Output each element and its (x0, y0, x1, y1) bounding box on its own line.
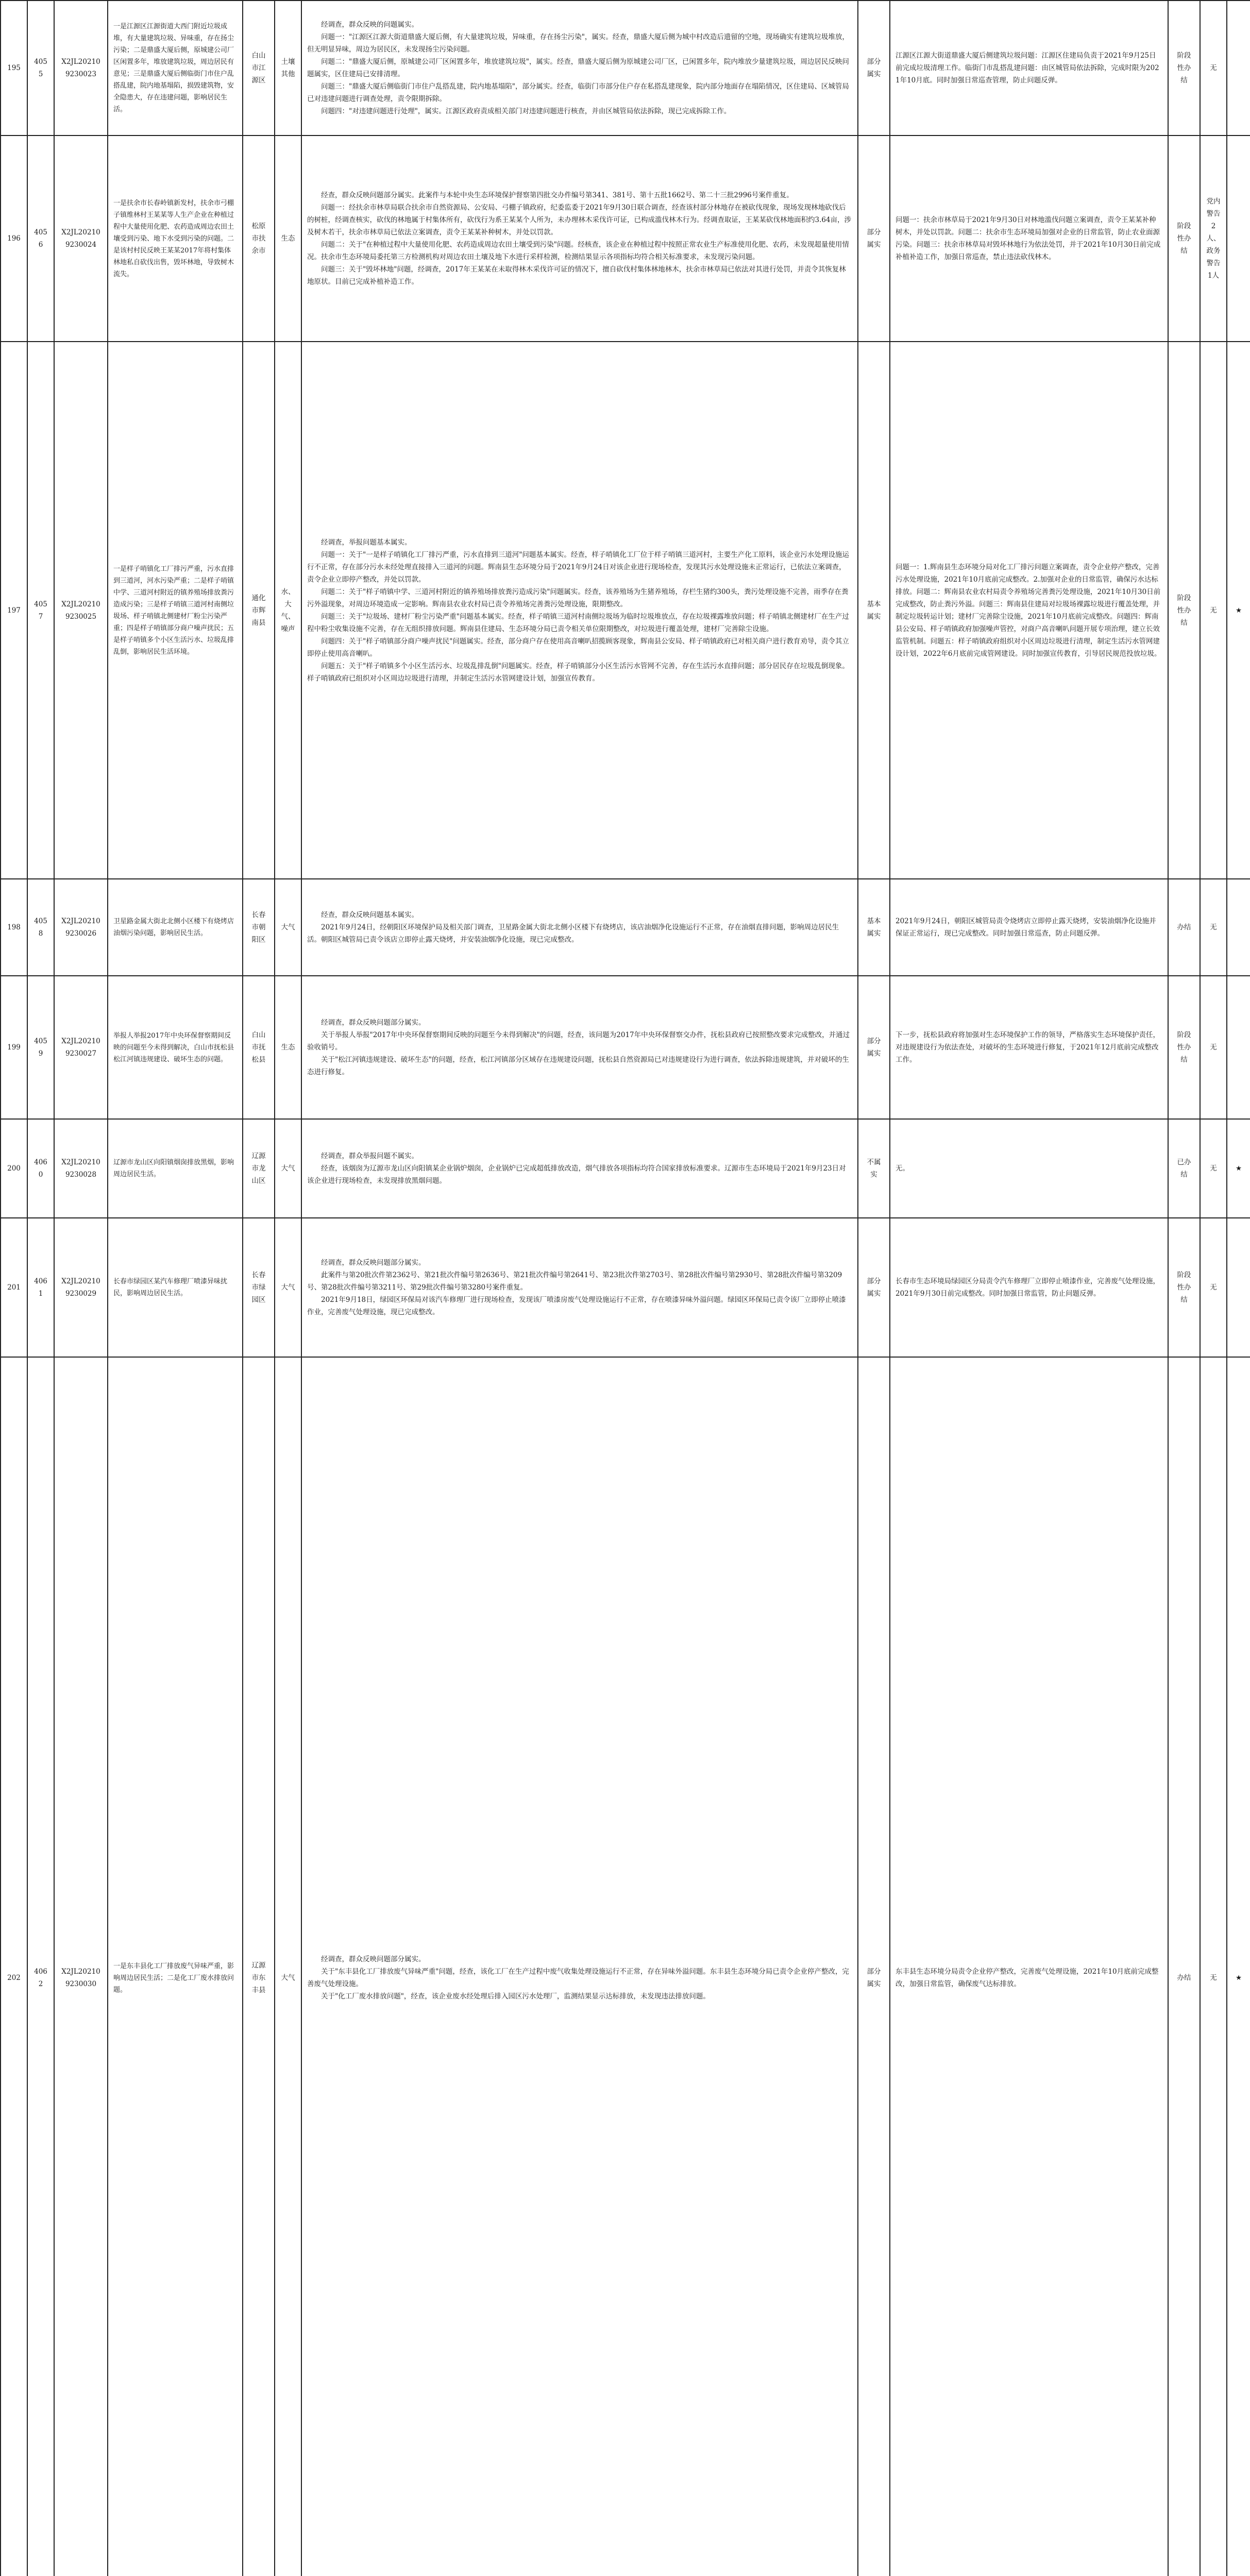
row-id: 4058 (27, 879, 54, 976)
accountability: 无 (1200, 1218, 1227, 1357)
result-paragraph: 问题二：关于"在种植过程中大量使用化肥、农药造成周边农田土壤受到污染"问题。经核查，该企业在种植过程中按照正常农业生产标准使用化肥、农药，未发现超量使用情况。扶余市生态环境局委托第三方检测机构对周边农田土壤及地下水进行采样检测，检测结果显示各项指标均符合相关标准要求，未发现污染问题。 (307, 241, 849, 261)
investigation-result (301, 1, 858, 135)
completion-status: 办结 (1168, 879, 1200, 976)
verification-status: 部分属实 (858, 1357, 890, 2576)
accountability: 无 (1200, 976, 1227, 1119)
rectification-measures: 无。 (890, 1119, 1168, 1218)
pollution-type: 大气 (275, 1357, 301, 2576)
result-paragraph: 经查，群众反映问题基本属实。 (321, 911, 418, 919)
result-paragraph: 问题四："对违建问题进行处理"，属实。江源区政府责成相关部门对违建问题进行核查，并由区城管局依法拆除，现已完成拆除工作。 (321, 107, 731, 115)
result-paragraph: 此案件与第20批次件第2362号、第21批次件编号第2636号、第21批次件编号第2641号、第23批次件第2703号、第28批次件编号第2930号、第28批次件编号第3209号、第28批次件编号第3211号、第29批次件编号第3280号案件重复。 (307, 1271, 842, 1292)
accountability: 无 (1200, 879, 1227, 976)
complaint-summary: 一是扶余市长春岭镇新发村，扶余市弓棚子镇维林村王某某等人生产企业在种植过程中大量使用化肥、农药造成周边农田土壤受到污染、地下水受到污染的问题。二是该村村民反映王某某2017年将村集体林地私自砍伐出售，毁坏林地，导致树木流失。 (108, 135, 243, 342)
region: 通化市辉南县 (243, 342, 275, 879)
complaint-summary: 卫星路金属大街北北侧小区楼下有烧烤店油烟污染问题，影响居民生活。 (108, 879, 243, 976)
rectification-measures: 问题一：扶余市林草局于2021年9月30日对林地滥伐问题立案调查，责令王某某补种树木，并处以罚款。问题二：扶余市生态环境局加强对企业的日常监管，防止农业面源污染。问题三：扶余市林草局对毁坏林地行为依法处罚，并于2021年10月30日前完成补植补造工作，加强日常巡查，禁止违法砍伐林木。 (890, 135, 1168, 342)
completion-status: 阶段性办结 (1168, 976, 1200, 1119)
row-number: 202 (1, 1357, 27, 2576)
investigation-result (301, 135, 858, 342)
result-paragraph: 经调查，群众反映问题部分属实。 (321, 1019, 426, 1027)
pollution-type: 大气 (275, 1119, 301, 1218)
result-paragraph: 经调查，群众反映问题部分属实。 (321, 1259, 426, 1267)
case-code: X2JL202109230028 (54, 1119, 108, 1218)
star-flag: ★ (1227, 1119, 1250, 1218)
region: 长春市朝阳区 (243, 879, 275, 976)
verification-status: 部分属实 (858, 1, 890, 135)
result-paragraph: 问题二：关于"样子哨镇中学、三道河村附近的镇养殖场排放粪污造成污染"问题属实。经查，该养殖场为生猪养殖场，存栏生猪约300头，粪污处理设施不完善，雨季存在粪污外溢现象，对周边环境造成一定影响。辉南县农业农村局已责令养殖场完善粪污处理设施，限期整改。 (307, 587, 849, 608)
table-row (1, 1, 1250, 135)
rectification-measures: 下一步，抚松县政府将加强对生态环境保护工作的领导，严格落实生态环境保护责任，对违规建设行为依法查处，对破坏的生态环境进行修复，于2021年12月底前完成整改工作。 (890, 976, 1168, 1119)
row-id: 4062 (27, 1357, 54, 2576)
case-code: X2JL202109230026 (54, 879, 108, 976)
row-number: 200 (1, 1119, 27, 1218)
accountability: 无 (1200, 1119, 1227, 1218)
row-id: 4061 (27, 1218, 54, 1357)
rectification-measures: 长春市生态环境局绿园区分局责令汽车修理厂立即停止喷漆作业，完善废气处理设施，2021年9月30日前完成整改。同时加强日常监管，防止问题反弹。 (890, 1218, 1168, 1357)
verification-status: 部分属实 (858, 135, 890, 342)
pollution-type: 生态 (275, 135, 301, 342)
star-flag: ★ (1227, 1357, 1250, 2576)
completion-status: 阶段性办结 (1168, 1218, 1200, 1357)
accountability: 无 (1200, 1357, 1227, 2576)
star-flag (1227, 1, 1250, 135)
row-number: 196 (1, 135, 27, 342)
row-number: 195 (1, 1, 27, 135)
row-id: 4057 (27, 342, 54, 879)
case-code: X2JL202109230025 (54, 342, 108, 879)
result-paragraph: 问题一："江源区江源大街道鼎盛大厦后侧，有大量建筑垃圾，异味重，存在扬尘污染"，属实。经查，鼎盛大厦后侧为城中村改造后遗留的空地，现场确实有建筑垃圾堆放，但无明显异味，周边为居民区，未发现扬尘污染问题。 (307, 33, 849, 54)
result-paragraph: 问题三：关于"毁坏林地"问题，经调查，2017年王某某在未取得林木采伐许可证的情况下，擅自砍伐村集体林地林木，扶余市林草局已依法对其进行处罚，并责令其恢复林地原状。目前已完成补植补造工作。 (307, 265, 846, 286)
completion-status: 办结 (1168, 1357, 1200, 2576)
result-paragraph: 关于举报人举报"2017年中央环保督察期间反映的问题至今未得到解决"的问题，经查，该问题为2017年中央环保督察交办件，抚松县政府已按照整改要求完成整改，并通过验收销号。 (307, 1031, 850, 1052)
result-paragraph: 关于"化工厂废水排放问题"，经查，该企业废水经处理后排入园区污水处理厂，监测结果显示达标排放，未发现违法排放问题。 (321, 1992, 710, 2001)
region: 辽源市东丰县 (243, 1357, 275, 2576)
investigation-result (301, 1357, 858, 2576)
star-flag (1227, 1218, 1250, 1357)
result-paragraph: 问题三：关于"垃圾场、建材厂粉尘污染严重"问题基本属实。经查，样子哨镇三道河村南侧垃圾场为临时垃圾堆放点，存在垃圾裸露堆放问题；样子哨镇北侧建材厂在生产过程中粉尘收集设施不完善，存在无组织排放问题。辉南县住建局、生态环境分局已责令相关单位限期整改，对垃圾进行覆盖处理，建材厂完善除尘设施。 (307, 612, 849, 633)
result-paragraph: 关于"松江河镇违规建设、破坏生态"的问题，经查，松江河镇部分区域存在违规建设问题，抚松县自然资源局已对违规建设行为进行调查，依法拆除违规建筑，并对破坏的生态进行修复。 (307, 1056, 849, 1076)
completion-status: 阶段性办结 (1168, 135, 1200, 342)
completion-status: 阶段性办结 (1168, 1, 1200, 135)
result-paragraph: 经调查，举报问题基本属实。 (321, 538, 412, 547)
pollution-type: 大气 (275, 1218, 301, 1357)
table-row (1, 879, 1250, 976)
investigation-result (301, 1119, 858, 1218)
pollution-type: 大气 (275, 879, 301, 976)
star-flag: ★ (1227, 342, 1250, 879)
complaint-summary: 辽源市龙山区向阳镇烟囱排放黑烟，影响周边居民生活。 (108, 1119, 243, 1218)
pollution-type: 水、大气、噪声 (275, 342, 301, 879)
row-number: 198 (1, 879, 27, 976)
accountability: 无 (1200, 1, 1227, 135)
result-paragraph: 问题一：经扶余市林草局联合扶余市自然资源局、公安局、弓棚子镇政府，纪委监委于2021年9月30日联合调查，经查该村部分林地存在被砍伐现象，现场发现林地砍伐后的树桩，经调查核实，砍伐的林地属于村集体所有，砍伐行为系王某某个人所为，未办理林木采伐许可证，已构成滥伐林木行为。经调查取证，王某某砍伐林地面积约3.64亩，涉及树木若干，扶余市林草局已依法立案调查，责令王某某补种树木，并处以罚款。 (307, 204, 852, 236)
accountability: 党内警告2人、政务警告1人 (1200, 135, 1227, 342)
region: 长春市绿园区 (243, 1218, 275, 1357)
region: 白山市抚松县 (243, 976, 275, 1119)
table-row (1, 1119, 1250, 1218)
rectification-measures: 江源区江源大街道鼎盛大厦后侧建筑垃圾问题：江源区住建局负责于2021年9月25日前完成垃圾清理工作。临街门市乱搭乱建问题：由区城管局依法拆除，完成时限为2021年10月底。同时加强日常巡查管理，防止问题反弹。 (890, 1, 1168, 135)
row-id: 4055 (27, 1, 54, 135)
verification-status: 基本属实 (858, 879, 890, 976)
row-id: 4059 (27, 976, 54, 1119)
result-paragraph: 问题二："鼎盛大厦后侧，原城建公司厂区闲置多年，堆放建筑垃圾"，属实。经查，鼎盛大厦后侧为原城建公司厂区，已闲置多年，院内堆放少量建筑垃圾，周边居民反映问题属实，区住建局已安排清理。 (307, 58, 849, 78)
case-code: X2JL202109230024 (54, 135, 108, 342)
result-paragraph: 经查，群众反映问题部分属实。此案件与本轮中央生态环境保护督察第四批交办件编号第341、381号、第十五批1662号、第二十三批2996号案件重复。 (321, 191, 793, 199)
region: 白山市江源区 (243, 1, 275, 135)
case-code: X2JL202109230027 (54, 976, 108, 1119)
complaint-summary: 一是东丰县化工厂排放废气异味严重，影响周边居民生活；二是化工厂废水排放问题。 (108, 1357, 243, 2576)
pollution-type: 生态 (275, 976, 301, 1119)
table-row (1, 1357, 1250, 2576)
verification-status: 部分属实 (858, 1218, 890, 1357)
star-flag (1227, 976, 1250, 1119)
completion-status: 阶段性办结 (1168, 342, 1200, 879)
case-code: X2JL202109230023 (54, 1, 108, 135)
case-code: X2JL202109230030 (54, 1357, 108, 2576)
result-paragraph: 问题一：关于"一是样子哨镇化工厂排污严重，污水直排到三道河"问题基本属实。经查，样子哨镇化工厂位于样子哨镇三道河村，主要生产化工原料，该企业污水处理设施运行不正常，存在部分污水未经处理直接排入三道河的问题。辉南县生态环境分局于2021年9月24日对该企业进行现场检查，发现其污水处理设施未正常运行，已依法立案调查，责令企业立即停产整改，并处以罚款。 (307, 550, 849, 584)
result-paragraph: 问题五：关于"样子哨镇多个小区生活污水、垃圾乱排乱倒"问题属实。经查，样子哨镇部分小区生活污水管网不完善，存在生活污水直排问题；部分居民存在垃圾乱倒现象。样子哨镇政府已组织对小区周边垃圾进行清理，并制定生活污水管网建设计划，加强宣传教育。 (307, 662, 849, 683)
result-paragraph: 关于"东丰县化工厂排放废气异味严重"问题，经查，该化工厂在生产过程中废气收集处理设施运行不正常，存在异味外溢问题。东丰县生态环境分局已责令企业停产整改，完善废气处理设施。 (307, 1968, 849, 1988)
rectification-measures: 问题一：1.辉南县生态环境分局对化工厂排污问题立案调查，责令企业停产整改，完善污水处理设施，2021年10月底前完成整改。2.加强对企业的日常监管，确保污水达标排放。问题二：辉南县农业农村局责令养殖场完善粪污处理设施，2021年10月30日前完成整改，防止粪污外溢。问题三：辉南县住建局对垃圾场裸露垃圾进行覆盖处理，并制定垃圾转运计划；建材厂完善除尘设施，2021年10月底前完成整改。问题四：辉南县公安局、样子哨镇政府加强噪声管控，对商户高音喇叭问题开展专项治理，建立长效监管机制。问题五：样子哨镇政府组织对小区周边垃圾进行清理，制定生活污水管网建设计划，2022年6月底前完成管网建设。同时加强宣传教育，引导居民规范投放垃圾。 (890, 342, 1168, 879)
region: 辽源市龙山区 (243, 1119, 275, 1218)
region: 松原市扶余市 (243, 135, 275, 342)
pollution-type: 土壤其他 (275, 1, 301, 135)
row-id: 4060 (27, 1119, 54, 1218)
result-paragraph: 2021年9月24日，经朝阳区环境保护局及相关部门调查，卫星路金属大街北北侧小区楼下有烧烤店，该店油烟净化设施运行不正常，存在油烟直排问题，影响周边居民生活。朝阳区城管局已责令该店立即停止露天烧烤，并安装油烟净化设施，现已完成整改。 (307, 923, 839, 944)
table-row (1, 342, 1250, 879)
row-number: 199 (1, 976, 27, 1119)
star-flag (1227, 879, 1250, 976)
complaint-summary: 举报人举报2017年中央环保督察期间反映的问题至今未得到解决，白山市抚松县松江河镇违规建设、破坏生态的问题。 (108, 976, 243, 1119)
accountability: 无 (1200, 342, 1227, 879)
verification-status: 基本属实 (858, 342, 890, 879)
investigation-result (301, 879, 858, 976)
result-paragraph: 经查，该烟囱为辽源市龙山区向阳镇某企业锅炉烟囱，企业锅炉已完成超低排放改造，烟气排放各项指标均符合国家排放标准要求。辽源市生态环境局于2021年9月23日对该企业进行现场检查，未发现排放黑烟问题。 (307, 1164, 846, 1185)
row-number: 197 (1, 342, 27, 879)
star-flag (1227, 135, 1250, 342)
row-number: 201 (1, 1218, 27, 1357)
complaint-summary: 长春市绿园区某汽车修理厂喷漆异味扰民，影响周边居民生活。 (108, 1218, 243, 1357)
verification-status: 不属实 (858, 1119, 890, 1218)
result-paragraph: 2021年9月18日，绿园区环保局对该汽车修理厂进行现场检查，发现该厂喷漆房废气处理设施运行不正常，存在喷漆异味外溢问题。绿园区环保局已责令该厂立即停止喷漆作业，完善废气处理设施，现已完成整改。 (307, 1296, 846, 1316)
complaint-summary: 一是江源区江源街道大西门附近垃圾成堆，有大量建筑垃圾、异味重，存在扬尘污染；二是鼎盛大厦后侧，原城建公司厂区闲置多年，堆放建筑垃圾，周边居民有意见；三是鼎盛大厦后侧临街门市住户乱搭乱建，院内地基塌陷，损毁建筑物，安全隐患大，存在违建问题，影响居民生活。 (108, 1, 243, 135)
result-paragraph: 问题四：关于"样子哨镇部分商户噪声扰民"问题属实。经查，部分商户存在使用高音喇叭招揽顾客现象，辉南县公安局、样子哨镇政府已对相关商户进行教育劝导，责令其立即停止使用高音喇叭。 (307, 637, 849, 658)
row-id: 4056 (27, 135, 54, 342)
rectification-measures: 东丰县生态环境分局责令企业停产整改，完善废气处理设施，2021年10月底前完成整改，加强日常监管，确保废气达标排放。 (890, 1357, 1168, 2576)
completion-status: 已办结 (1168, 1119, 1200, 1218)
verification-status: 部分属实 (858, 976, 890, 1119)
result-paragraph: 问题三："鼎盛大厦后侧临街门市住户乱搭乱建，院内地基塌陷"，部分属实。经查，临街门市部分住户存在私搭乱建现象，院内部分地面存在塌陷情况，区住建局、区城管局已对违建问题进行调查处理，责令限期拆除。 (307, 82, 849, 103)
result-paragraph: 经调查，群众反映的问题属实。 (321, 21, 418, 29)
table-row (1, 135, 1250, 342)
result-paragraph: 经调查，群众举报问题不属实。 (321, 1152, 418, 1160)
investigation-result (301, 1218, 858, 1357)
investigation-result (301, 342, 858, 879)
table-row (1, 1218, 1250, 1357)
complaint-summary: 一是样子哨镇化工厂排污严重，污水直排到三道河，河水污染严重；二是样子哨镇中学、三道河村附近的镇养殖场排放粪污造成污染；三是样子哨镇三道河村南侧垃圾场、样子哨镇北侧建材厂粉尘污染严重；四是样子哨镇部分商户噪声扰民；五是样子哨镇多个小区生活污水、垃圾乱排乱倒，影响居民生活环境。 (108, 342, 243, 879)
case-code: X2JL202109230029 (54, 1218, 108, 1357)
table-row (1, 976, 1250, 1119)
rectification-measures: 2021年9月24日，朝阳区城管局责令烧烤店立即停止露天烧烤，安装油烟净化设施并保证正常运行，现已完成整改。同时加强日常巡查，防止问题反弹。 (890, 879, 1168, 976)
investigation-result (301, 976, 858, 1119)
result-paragraph: 经调查，群众反映问题部分属实。 (321, 1955, 426, 1963)
